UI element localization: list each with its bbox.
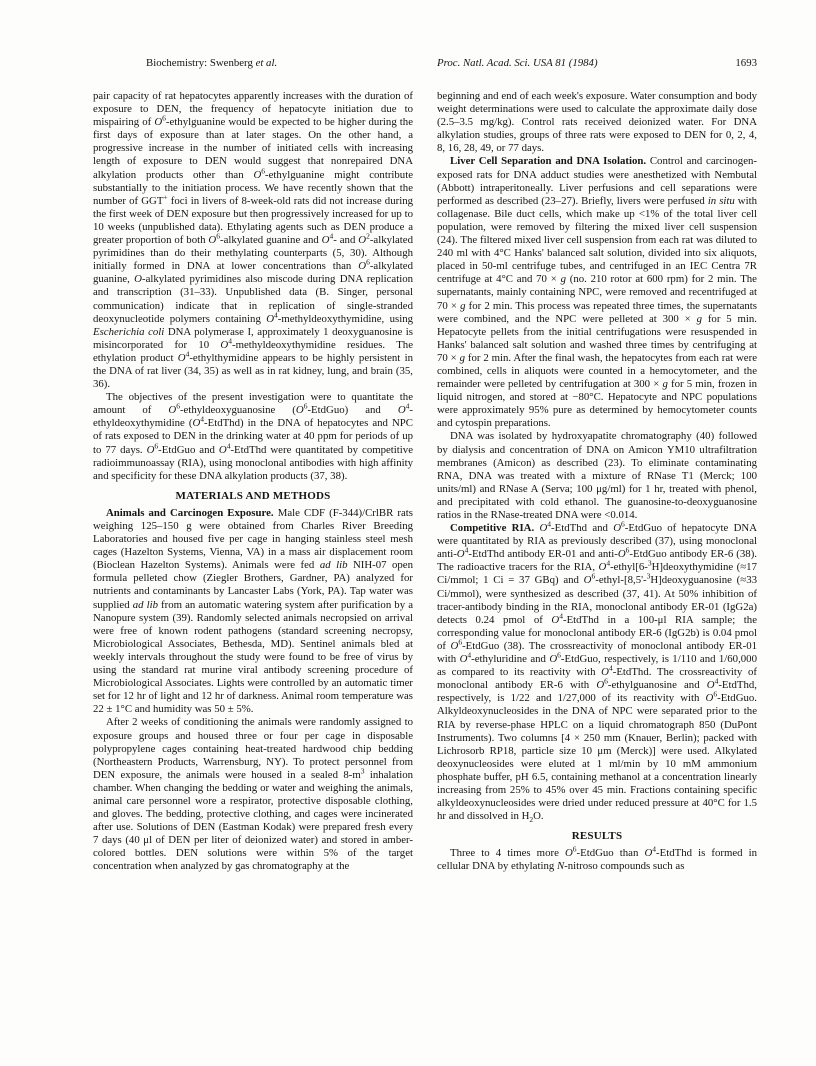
results-heading: RESULTS <box>571 830 623 843</box>
paragraph: Liver Cell Separation and DNA Isolation. Control and carcinogen-exposed rats for DNA adduct studies were anesthetized with Nembutal (Abbott) intraperitoneally. Liver perfusions and cell separations were performed as described (23–27). Briefly, livers were perfused in situ with collagenase. Bile duct cells, which make up <1% of the total liver cell population, were removed by filtering the mixed liver cell suspension (24). The filtered mixed liver cell suspension from each rat was diluted to 240 ml with 4°C Hanks' balanced salt solution, divided into six aliquots, placed in 50-ml centrifuge tubes, and centrifuged in an IEC Centra 7R centrifuge at 4°C and 70 × g (no. 210 rotor at 600 rpm) for 2 min. The supernatants, mainly containing NPC, were removed and recentrifuged at 70 × g for 2 min. This process was repeated three times, the supernatants were combined, and the NPC were pelleted at 300 × g for 5 min. Hepatocyte pellets from the initial centrifugations were resuspended in Hanks' balanced salt solution and washed three times by centrifuging at 70 × g for 2 min. After the final wash, the hepatocytes from each rat were combined, cells in aliquots were counted in a hemocytometer, and the remainder were pelleted by centrifugation at 300 × g for 5 min, frozen in liquid nitrogen, and stored at −80°C. Hepatocyte and NPC populations were approximately 95% pure as determined by hemocytometer counts and cytospin preparations. <box>437 155 758 430</box>
paragraph: pair capacity of rat hepatocytes apparently increases with the duration of exposure to DEN, the frequency of hepatocyte initiation due to mispairing of $O^6$-ethylguanine would be expected to be higher during the first days of exposure than at later stages. On the other hand, a progressive increase in the number of initiated cells with increasing length of exposure to DEN would suggest that nonrepaired DNA alkylation products other than $O^6$-ethylguanine might contribute substantially to the initiation process. We have recently shown that the number of GGT+ foci in livers of 8-week-old rats did not increase during the first week of DEN exposure but then progressively increased for up to 10 weeks (unpublished data). Ethylating agents such as DEN produce a greater proportion of both $O^6$-alkylated guanine and $O^4-$ and $O^2$-alkylated pyrimidines than do their methylating counterparts (5, 30). Although initially formed in DNA at lower concentrations than $O^6$-alkylated guanine, O-alkylated pyrimidines also miscode during DNA replication and transcription (31–33). Unpublished data (B. Singer, personal communication) indicate that in replication of single-stranded deoxynucleotide polymers containing $O^4$-methyldeoxythymidine, using Escherichia coli DNA polymerase I, approximately 1 deoxyguanosine is misincorporated for 10 $O^4$-methyldeoxythymidine residues. The ethylation product $O^4$-ethylthymidine appears to be highly persistent in the DNA of rat liver (34, 35) as well as in rat kidney, lung, and brain (35, 36). <box>93 90 414 391</box>
paragraph: After 2 weeks of conditioning the animals were randomly assigned to exposure groups and housed three or four per cage in disposable polypropylene cages containing heat-treated hardwood chip bedding (Northeastern Products, Warrensburg, NY). To protect personnel from DEN exposure, the animals were housed in a sealed $8-m^3$ inhalation chamber. When changing the bedding or water and weighing the animals, animal care personnel wore a respirator, protective disposable clothing, and gloves. The bedding, protective clothing, and cages were incinerated after use. Solutions of DEN (Eastman Kodak) were prepared fresh every 7 days (40 μl of DEN per liter of deionized water) and stored in amber-colored bottles. DEN solutions were within 5% of the target concentration when analyzed by gas chromatography at the <box>93 716 413 873</box>
paragraph: Animals and Carcinogen Exposure. Male CDF (F-344)/CrlBR rats weighing 125–150 g were obtained from Charles River Breeding Laboratories and housed five per cage in hanging stainless steel mesh cages (Hazelton Systems, Vienna, VA) in a mass air displacement room (Bioclean Hazelton Systems). Animals were fed ad lib NIH-07 open formula pelleted chow (Ziegler Brothers, Gardner, PA) analyzed for nutrients and contaminants by Lancaster Labs (York, PA). Tap water was supplied ad lib from an automatic watering system after purification by a Nanopure system (39). Randomly selected animals necropsied on arrival were free of known rodent pathogens (standard screening necropsy, Microbiological Associates, Bethesda, MD). Sentinel animals bled at weekly intervals throughout the study were found to be free of virus by using the standard rat murine viral antibody screening procedure of Microbiological Associates. Lights were controlled by an automatic timer set for 12 hr of light and 12 hr of darkness. Animal room temperature was 22 ± 1°C and humidity was 50 ± 5%. <box>93 506 413 716</box>
paragraph: beginning and end of each week's exposure. Water consumption and body weight determinations were used to calculate the approximate daily dose (2.5–3.5 mg/kg). Control rats received deionized water. For DNA alkylation studies, groups of three rats were exposed to DEN for 0, 2, 4, 8, 16, 28, 49, or 77 days. <box>437 90 757 155</box>
column-left <box>93 90 413 874</box>
column-right <box>437 90 757 874</box>
running-head-right <box>437 57 757 69</box>
paragraph: DNA was isolated by hydroxyapatite chromatography (40) followed by dialysis and concentration of DNA on Amicon YM10 ultrafiltration membranes (Amicon) as described (23). To eliminate contaminating RNA, DNA was treated with a mixture of RNase T1 (Merck; 100 units/ml) and RNase A (Serva; 100 μg/ml) for 1 hr, treated with phenol, and precipitated with cold ethanol. The guanosine-to-deoxyguanosine ratios in the RNase-treated DNA were <0.014. <box>437 430 757 521</box>
paragraph: The objectives of the present investigation were to quantitate the amount of $O^6$-ethyldeoxyguanosine $(O^6-EtdGuo)$ and $O^4$-ethyldeoxythymidine $(O^4-EtdThd)$ in the DNA of hepatocytes and NPC of rats exposed to DEN in the drinking water at 40 ppm for periods of up to 77 days. $O^6$-EtdGuo and $O^4$-EtdThd were quantitated by competitive radioimmunoassay (RIA), using monoclonal antibodies with high affinity and specificity for these DNA alkylation products (37, 38). <box>93 391 414 482</box>
paragraph: Three to 4 times more $O^6$-EtdGuo than $O^4$-EtdThd is formed in cellular DNA by ethylating N-nitroso compounds such as <box>437 844 758 873</box>
running-head-left: Biochemistry: Swenberg et al. <box>146 57 278 69</box>
journal-citation: Proc. Natl. Acad. Sci. USA 81 (1984) <box>437 57 598 69</box>
page-number: 1693 <box>735 57 757 69</box>
materials-and-methods-heading: MATERIALS AND METHODS <box>175 489 331 502</box>
paragraph: Competitive RIA. $O^4$-EtdThd and $O^6$-EtdGuo of hepatocyte DNA were quantitated by RIA as previously described (37), using monoclonal anti-$O^4$-EtdThd antibody ER-01 and anti-$O^6$-EtdGuo antibody ER-6 (38). The radioactive tracers for the RIA, $O^4-ethyl[6-^3H]deoxythymidine$ (≈17 Ci/mmol; 1 Ci = 37 GBq) and $O^6-ethyl-[8,5'-^3H]deoxyguanosine$ (≈33 Ci/mmol), were synthesized as described (37, 41). At 50% inhibition of tracer-antibody binding in the RIA, monoclonal antibody ER-01 (IgG2a) detects 0.24 pmol of $O^4$-EtdThd in a 100-μl RIA sample; the corresponding value for monoclonal antibody ER-6 (IgG2b) is 0.04 pmol of $O^6$-EtdGuo (38). The crossreactivity of monoclonal antibody ER-01 with $O^4$-ethyluridine and $O^6$-EtdGuo, respectively, is 1/110 and 1/60,000 as compared to its reactivity with $O^4$-EtdThd. The crossreactivity of monoclonal antibody ER-6 with $O^6$-ethylguanosine and $O^4$-EtdThd, respectively, is 1/22 and 1/27,000 of its reactivity with $O^6$-EtdGuo. Alkyldeoxynucleosides in the DNA of NPC were separated prior to the RIA by reverse-phase HPLC on a liquid chromatograph 850 (DuPont Instruments). Two columns [4 × 250 mm (Knauer, Berlin); packed with Lichrosorb RP18, particle size 10 μm (Merck)] were used. Alkylated deoxynucleosides were eluted at 1 ml/min by 10 mM ammonium phosphate buffer, pH 6.5, containing methanol at a concentration linearly increasing from 25% to 45% over 45 min. Fractions containing specific alkyldeoxynucleosides were dried under reduced pressure at 40°C for 1.5 hr and dissolved in $H_2O$. <box>437 519 758 825</box>
